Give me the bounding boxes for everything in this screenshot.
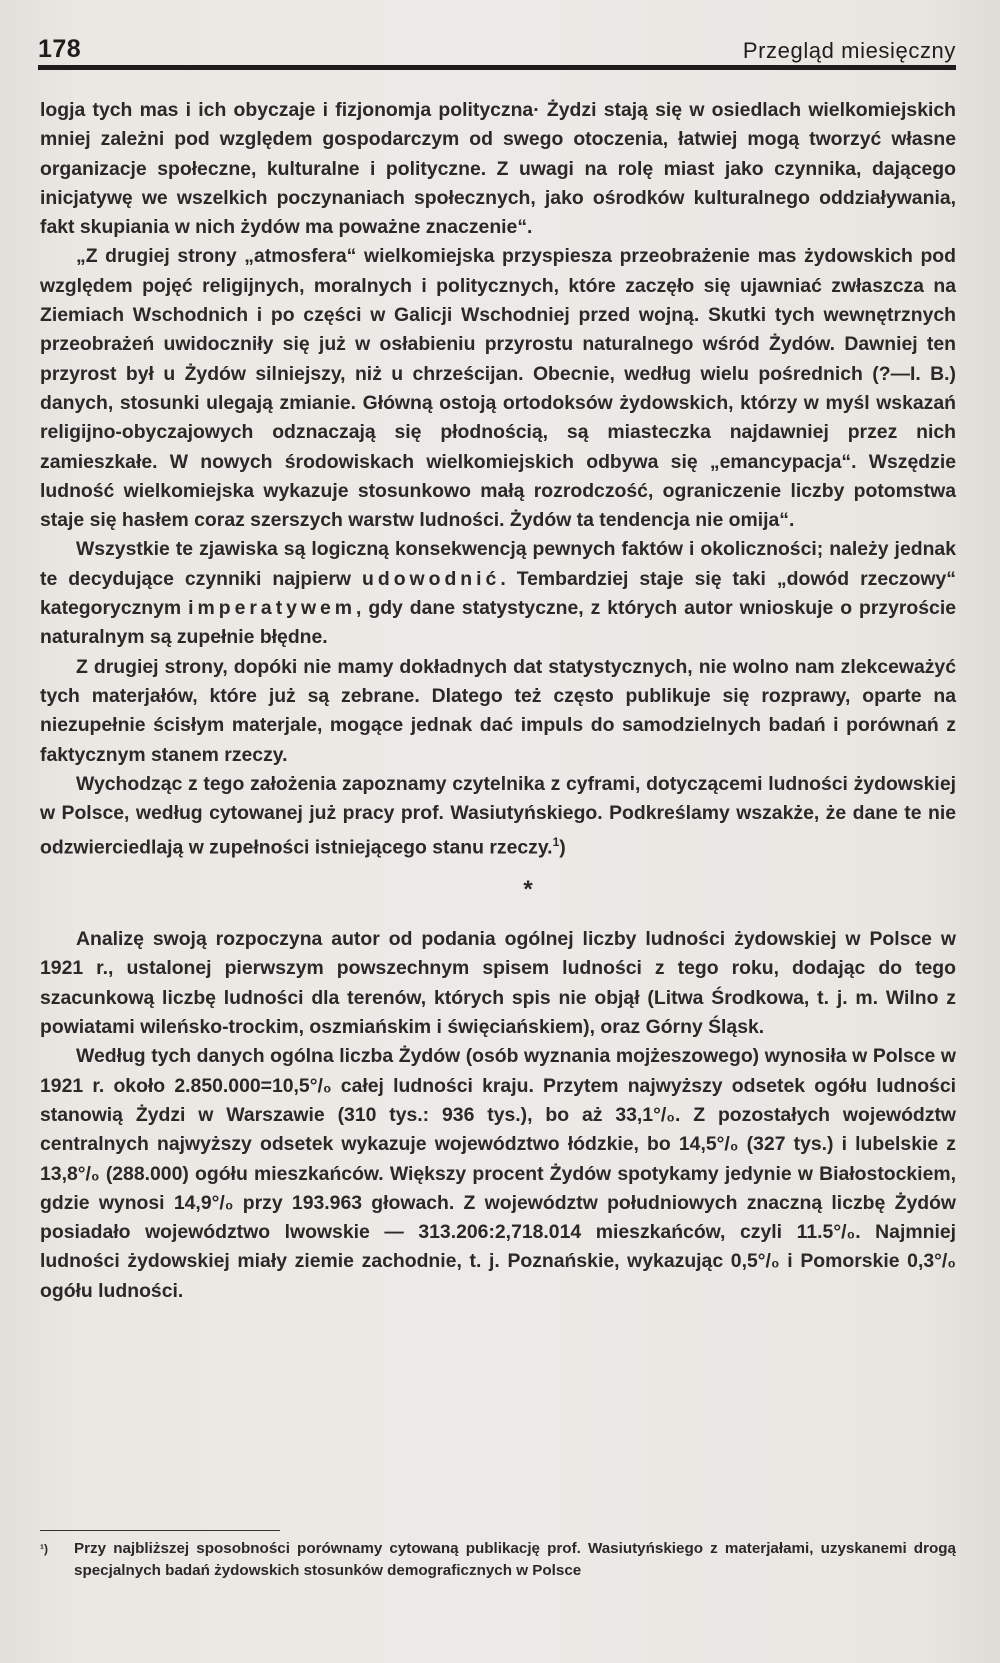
footnote-text: Przy najbliższej sposobności porównamy cytowaną publikację prof. Wasiutyńskiego z materjałami, uzyskanemi drogą specjalnych badań żydowskich stosunków demograficznych w Polsce	[74, 1540, 956, 1579]
paragraph-1: logja tych mas i ich obyczaje i fizjonomja polityczna· Żydzi stają się w osiedlach wielkomiejskich mniej zależni pod względem gospodarczym od swego otoczenia, łatwiej mogą tworzyć własne organizacje społeczne, kulturalne i polityczne. Z uwagi na rolę miast jako czynnika, dającego inicjatywę we wszelkich poczynaniach społecznych, jako ośrodków kulturalnego oddziaływania, fakt skupiania w nich żydów ma poważne znaczenie“.	[40, 99, 956, 239]
footnote-rule	[40, 1530, 280, 1531]
footnote-reference[interactable]: 1	[552, 835, 560, 850]
running-title: Przegląd miesięczny	[742, 38, 956, 63]
footnote-1	[40, 1538, 956, 1582]
section-break-asterisk: *	[523, 876, 533, 904]
footnote-mark: ¹)	[40, 1542, 48, 1556]
paragraph-3-tail: , gdy dane statystyczne, z których autor wnioskuje o przyroście naturalnym są zupełnie błędne.	[40, 597, 956, 649]
paragraph-6: Analizę swoją rozpoczyna autor od podania ogólnej liczby ludności żydowskiej w Polsce w 1921 r., ustalonej pierwszym powszechnym spisem ludności z tego roku, dodając do tego szacunkową liczbę ludności dla terenów, których spis nie objął (Litwa Środkowa, t. j. m. Wilno z powiatami wileńsko-trockim, oszmiańskim i święciańskiem), oraz Górny Śląsk.	[40, 928, 956, 1039]
body-text	[40, 96, 956, 1306]
paragraph-4: Z drugiej strony, dopóki nie mamy dokładnych dat statystycznych, nie wolno nam zlekceważyć tych materjałów, które już są zebrane. Dlatego też często publikuje się rozprawy, oparte na niezupełnie ścisłym materjale, mogące jednak dać impuls do samodzielnych badań i porównań z faktycznym stanem rzeczy.	[40, 655, 956, 766]
paragraph-7: Według tych danych ogólna liczba Żydów (osób wyznania mojżeszowego) wynosiła w Polsce w 1921 r. około 2.850.000=10,5°/₀ całej ludności kraju. Przytem najwyższy odsetek ogółu ludności stanowią Żydzi w Warszawie (310 tys.: 936 tys.), bo aż 33,1°/₀. Z pozostałych województw centralnych najwyższy odsetek wykazuje województwo łódzkie, bo 14,5°/₀ (327 tys.) i lubelskie z 13,8°/₀ (288.000) ogółu mieszkańców. Większy procent Żydów spotykamy jedynie w Białostockiem, gdzie wynosi 14,9°/₀ przy 193.963 głowach. Z województw południowych znaczną liczbę Żydów posiadało województwo lwowskie — 313.206:2,718.014 mieszkańców, czyli 11.5°/₀. Najmniej ludności żydowskiej miały ziemie zachodnie, t. j. Poznańskie, wykazując 0,5°/₀ i Pomorskie 0,3°/₀ ogółu ludności.	[40, 1045, 956, 1302]
header-rule	[38, 65, 956, 70]
paragraph-2: „Z drugiej strony „atmosfera“ wielkomiejska przyspiesza przeobrażenie mas żydowskich pod względem pojęć religijnych, moralnych i politycznych, które zaczęło się ujawniać zwłaszcza na Ziemiach Wschodnich i po części w Galicji Wschodniej przed wojną. Skutki tych wewnętrznych przeobrażeń uwidoczniły się już w osłabieniu przyrostu naturalnego wśród Żydów. Dawniej ten przyrost był u Żydów silniejszy, niż u chrześcijan. Obecnie, według wielu pośrednich (?—I. B.) danych, stosunki ulegają zmianie. Główną ostoją ortodoksów żydowskich, którzy w myśl wskazań religijno-obyczajowych odznaczają się płodnością, są miasteczka najdawniej przez nich zamieszkałe. W nowych środowiskach wielkomiejskich odbywa się „emancypacja“. Wszędzie ludność wielkomiejska wykazuje stosunkowo małą rozrodczość, ograniczenie liczby potomstwa staje się hasłem coraz szerszych warstw ludności. Żydów ta tendencja nie omija“.	[40, 245, 956, 532]
paragraph-3-middle: . Tembardziej staje się taki „dowód rzeczowy“ kategorycznym	[40, 567, 956, 620]
paragraph-3	[40, 535, 956, 652]
emphasis-udowodnic: udowodnić	[362, 567, 501, 590]
paragraph-5-tail: )	[559, 836, 566, 859]
paragraph-5-text: Wychodząc z tego założenia zapoznamy czytelnika z cyframi, dotyczącemi ludności żydowskiej w Polsce, według cytowanej już pracy prof. Wasiutyńskiego. Podkreślamy wszakże, że dane te nie odzwierciedlają w zupełności istniejącego stanu rzeczy.	[40, 772, 956, 859]
paragraph-3-text: Wszystkie te zjawiska są logiczną konsekwencją pewnych faktów i okoliczności; należy jednak te decydujące czynniki najpierw	[40, 538, 956, 590]
footnotes	[40, 1538, 956, 1582]
page-header	[38, 30, 956, 64]
page-number: 178	[38, 35, 82, 63]
emphasis-imperatywem: imperatywem	[188, 597, 357, 620]
paragraph-5	[40, 770, 956, 863]
